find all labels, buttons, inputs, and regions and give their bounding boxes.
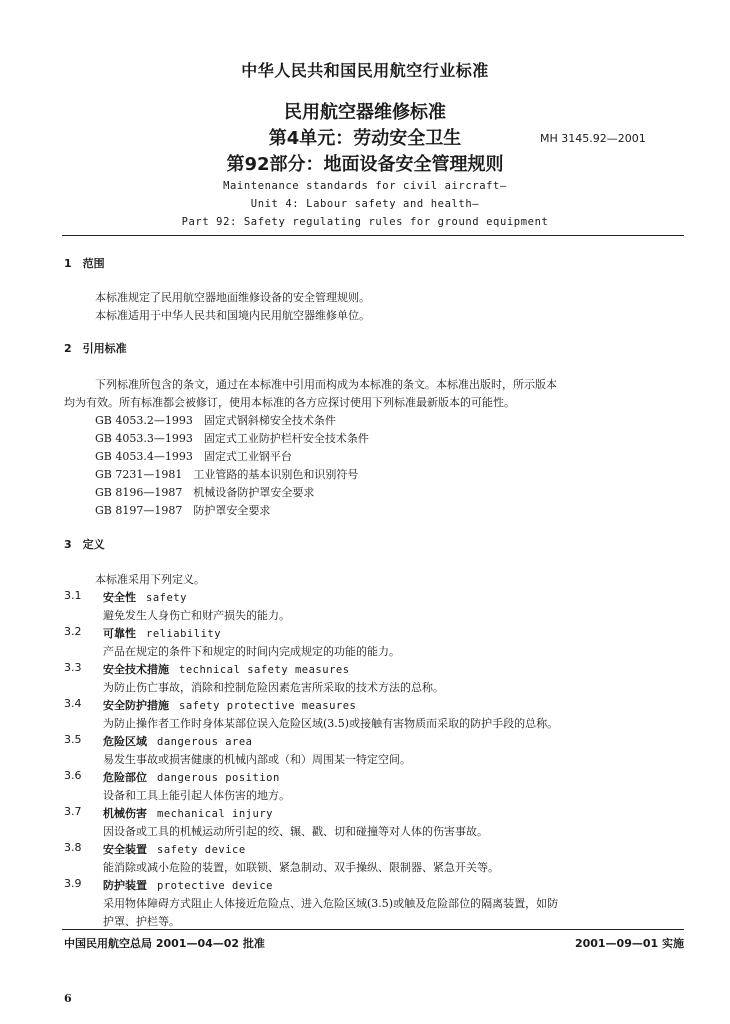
section-2-paragraph: 下列标准所包含的条文，通过在本标准中引用而构成为本标准的条文。本标准出版时，所示版本	[95, 378, 557, 391]
approval-date: 中国民用航空总局 2001—04—02 批准	[64, 937, 265, 950]
english-title-line1: Maintenance standards for civil aircraft—	[223, 180, 507, 192]
reference-standard-item: GB 7231—1981 工业管路的基本识别色和识别符号	[95, 468, 359, 481]
definition-term	[103, 877, 273, 893]
definition-term-en: dangerous position	[157, 772, 280, 784]
definition-term-en: dangerous area	[157, 736, 253, 748]
definition-term-en: safety protective measures	[179, 700, 357, 712]
standard-number: MH 3145.92—2001	[540, 132, 646, 145]
definition-body: 产品在规定的条件下和规定的时间内完成规定的功能的能力。	[103, 645, 400, 658]
section-1-paragraph: 本标准适用于中华人民共和国境内民用航空器维修单位。	[95, 309, 370, 322]
definition-body: 避免发生人身伤亡和财产损失的能力。	[103, 609, 290, 622]
definition-term-zh: 危险部位	[103, 771, 147, 784]
english-title-line2: Unit 4: Labour safety and health—	[250, 198, 480, 210]
definition-term	[103, 733, 253, 749]
definition-term	[103, 697, 356, 713]
definition-term-zh: 安全防护措施	[103, 699, 169, 712]
definition-number: 3.3	[64, 661, 82, 674]
section-2-heading: 2 引用标准	[64, 342, 127, 355]
definition-term	[103, 841, 246, 857]
section-1-paragraph: 本标准规定了民用航空器地面维修设备的安全管理规则。	[95, 291, 370, 304]
reference-standard-item: GB 4053.3—1993 固定式工业防护栏杆安全技术条件	[95, 432, 369, 445]
section-3-heading: 3 定义	[64, 538, 105, 551]
document-title-line1: 民用航空器维修标准	[284, 102, 446, 123]
definition-number: 3.5	[64, 733, 82, 746]
footer-divider	[62, 929, 684, 930]
definition-number: 3.7	[64, 805, 82, 818]
definition-term	[103, 805, 273, 821]
definition-number: 3.9	[64, 877, 82, 890]
definition-term	[103, 625, 221, 641]
page-number: 6	[64, 992, 72, 1005]
reference-standard-item: GB 4053.4—1993 固定式工业钢平台	[95, 450, 292, 463]
definition-term-en: mechanical injury	[157, 808, 273, 820]
definition-term-zh: 机械伤害	[103, 807, 147, 820]
document-title-line2: 第4单元：劳动安全卫生	[268, 128, 462, 149]
definition-term-en: technical safety measures	[179, 664, 350, 676]
definition-term-zh: 危险区域	[103, 735, 147, 748]
definition-term-en: safety	[146, 592, 187, 604]
definition-number: 3.6	[64, 769, 82, 782]
header-divider	[62, 235, 684, 236]
english-title-line3: Part 92: Safety regulating rules for ground equipment	[181, 216, 549, 228]
definition-number: 3.4	[64, 697, 82, 710]
definition-body: 为防止操作者工作时身体某部位误入危险区域(3.5)或接触有害物质而采取的防护手段的总称。	[103, 717, 559, 730]
reference-standard-item: GB 8196—1987 机械设备防护罩安全要求	[95, 486, 315, 499]
definition-term-zh: 安全装置	[103, 843, 147, 856]
document-title-line3: 第92部分：地面设备安全管理规则	[226, 154, 504, 175]
definition-term-zh: 安全性	[103, 591, 136, 604]
section-2-paragraph: 均为有效。所有标准都会被修订，使用本标准的各方应探讨使用下列标准最新版本的可能性。	[64, 396, 515, 409]
definition-body: 设备和工具上能引起人体伤害的地方。	[103, 789, 290, 802]
standard-category-title: 中华人民共和国民用航空行业标准	[241, 61, 489, 80]
definition-term-en: safety device	[157, 844, 246, 856]
definition-number: 3.2	[64, 625, 82, 638]
definition-body: 为防止伤亡事故，消除和控制危险因素危害所采取的技术方法的总称。	[103, 681, 444, 694]
definition-number: 3.1	[64, 589, 82, 602]
definition-body: 采用物体障碍方式阻止人体接近危险点、进入危险区域(3.5)或触及危险部位的隔离装置，如防	[103, 897, 559, 910]
definition-term	[103, 769, 280, 785]
implementation-date: 2001—09—01 实施	[574, 937, 684, 950]
definition-term-zh: 防护装置	[103, 879, 147, 892]
reference-standard-item: GB 8197—1987 防护罩安全要求	[95, 504, 271, 517]
definition-body: 易发生事故或损害健康的机械内部或（和）周围某一特定空间。	[103, 753, 411, 766]
definition-term-en: reliability	[146, 628, 222, 640]
definition-body: 因设备或工具的机械运动所引起的绞、辗、戳、切和碰撞等对人体的伤害事故。	[103, 825, 488, 838]
reference-standard-item: GB 4053.2—1993 固定式钢斜梯安全技术条件	[95, 414, 336, 427]
definition-body: 能消除或减小危险的装置，如联锁、紧急制动、双手操纵、限制器、紧急开关等。	[103, 861, 499, 874]
definition-term	[103, 661, 350, 677]
definition-number: 3.8	[64, 841, 82, 854]
definition-term-zh: 可靠性	[103, 627, 136, 640]
definition-term-en: protective device	[157, 880, 273, 892]
definition-term-zh: 安全技术措施	[103, 663, 169, 676]
section-1-heading: 1 范围	[64, 257, 105, 270]
section-3-intro: 本标准采用下列定义。	[95, 573, 205, 586]
definition-body-continued: 护罩、护栏等。	[103, 915, 180, 928]
definition-term	[103, 589, 187, 605]
